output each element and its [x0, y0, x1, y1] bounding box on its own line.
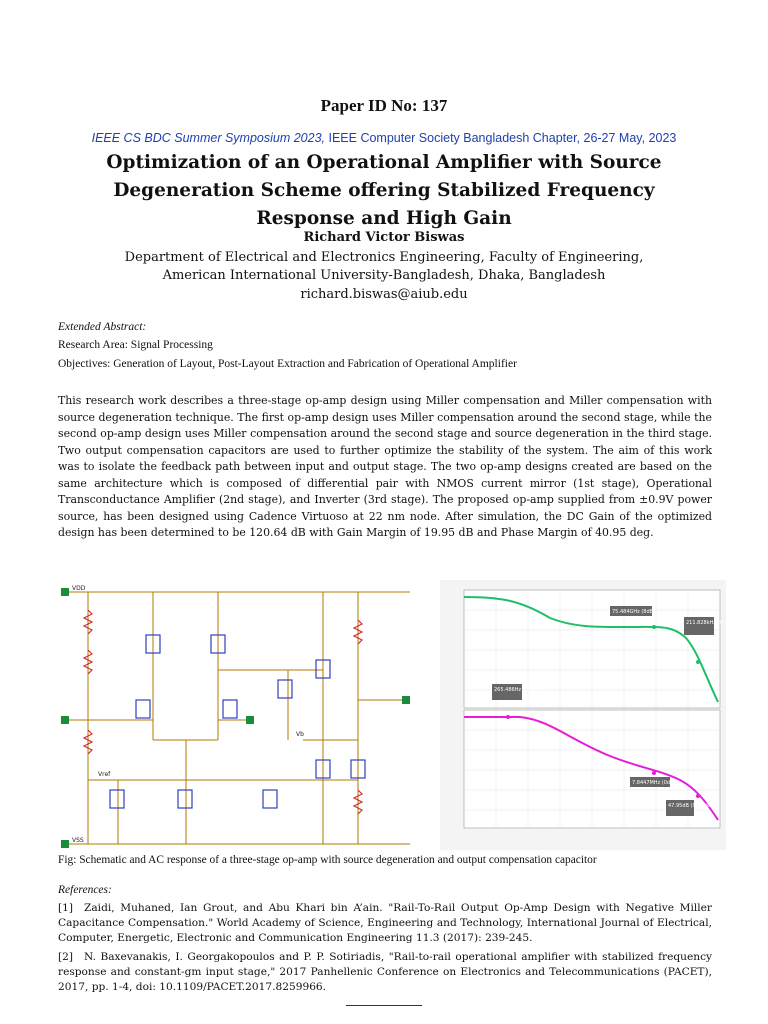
reference-text: Zaidi, Muhaned, Ian Grout, and Abu Khari bin A’ain. "Rail-To-Rail Output Op-Amp Design with Negative Miller Capacitance Compensation." World Academy of Science, Engineering and Technology, International Journal of Electrical, Computer, Energetic, Electronic and Communication Engineering 11.3 (2017): 239-245.	[58, 902, 712, 944]
reference-number: [1]	[58, 902, 74, 914]
title-line: Optimization of an Operational Amplifier with Source	[106, 152, 662, 173]
vref-label: Vref	[98, 771, 111, 778]
title-line: Response and High Gain	[256, 208, 512, 229]
affiliation-line: Department of Electrical and Electronics Engineering, Faculty of Engineering,	[124, 250, 644, 265]
paper-id: Paper ID No: 137	[320, 96, 448, 115]
ac-response-plot	[440, 580, 743, 850]
reference-item	[58, 901, 712, 946]
circuit-schematic	[58, 580, 420, 848]
reference-item	[58, 950, 712, 995]
conference-name: IEEE CS BDC Summer Symposium 2023,	[91, 131, 326, 145]
schematic-svg	[58, 580, 420, 848]
annotation-gain-margin: 211.828kHz (0-18deg)	[686, 620, 743, 626]
annotation-gain-crossover: 75.484GHz (8dB)	[612, 609, 656, 615]
footnote-rule	[346, 1005, 422, 1006]
annotation-dc-gain: 265.486Hz 70.76dB	[494, 687, 544, 693]
references-heading: References:	[58, 884, 112, 896]
conference-line	[0, 131, 768, 145]
conference-details: IEEE Computer Society Bangladesh Chapter, 26-27 May, 2023	[325, 131, 677, 145]
paper-title	[0, 149, 768, 233]
title-line: Degeneration Scheme offering Stabilized Frequency	[113, 180, 655, 201]
abstract-body: This research work describes a three-stage op-amp design using Miller compensation and Miller compensation with source degeneration technique. The first op-amp design uses Miller compensation around the second stage, while the second op-amp design uses Miller compensation around the second stage and source degeneration in the third stage. Two output compensation capacitors are used to further optimize the stability of the system. The aim of this work was to isolate the feedback path between input and output stage. The two op-amp designs created are based on the same architecture which is composed of differential pair with NMOS current mirror (1st stage), Operational Transconductance Amplifier (2nd stage), and Inverter (3rd stage). The proposed op-amp supplied from ±0.9V power source, has been designed using Cadence Virtuoso at 22 nm node. After simulation, the DC Gain of the optimized design has been determined to be 120.64 dB with Gain Margin of 19.95 dB and Phase Margin of 40.95 deg.	[58, 394, 712, 539]
vb-label: Vb	[296, 731, 304, 738]
reference-number: [2]	[58, 951, 74, 963]
affiliation-line: American International University-Bangladesh, Dhaka, Bangladesh	[162, 268, 606, 283]
research-area: Research Area: Signal Processing	[58, 339, 213, 351]
vss-label: VSS	[72, 837, 84, 844]
extended-abstract-label: Extended Abstract:	[58, 321, 147, 333]
objectives: Objectives: Generation of Layout, Post-Layout Extraction and Fabrication of Operational Amplifier	[58, 358, 517, 370]
reference-text: N. Baxevanakis, I. Georgakopoulos and P. P. Sotiriadis, "Rail-to-rail operational amplifier with stabilized frequency response and constant-gm input stage," 2017 Panhellenic Conference on Electronics and Telecommunications (PACET), 2017, pp. 1-4, doi: 10.1109/PACET.2017.8259966.	[58, 951, 712, 993]
plot-svg	[440, 580, 743, 850]
figure-caption: Fig: Schematic and AC response of a three-stage op-amp with source degeneration and output compensation capacitor	[58, 854, 597, 866]
annotation-phase-margin: 47.95dB (0-18deg)	[668, 803, 716, 809]
author-name: Richard Victor Biswas	[303, 230, 465, 245]
annotation-unity-gain: 7.8447MHz (0dB)	[632, 780, 676, 786]
vdd-label: VDD	[72, 585, 86, 592]
author-email[interactable]: richard.biswas@aiub.edu	[300, 287, 468, 302]
